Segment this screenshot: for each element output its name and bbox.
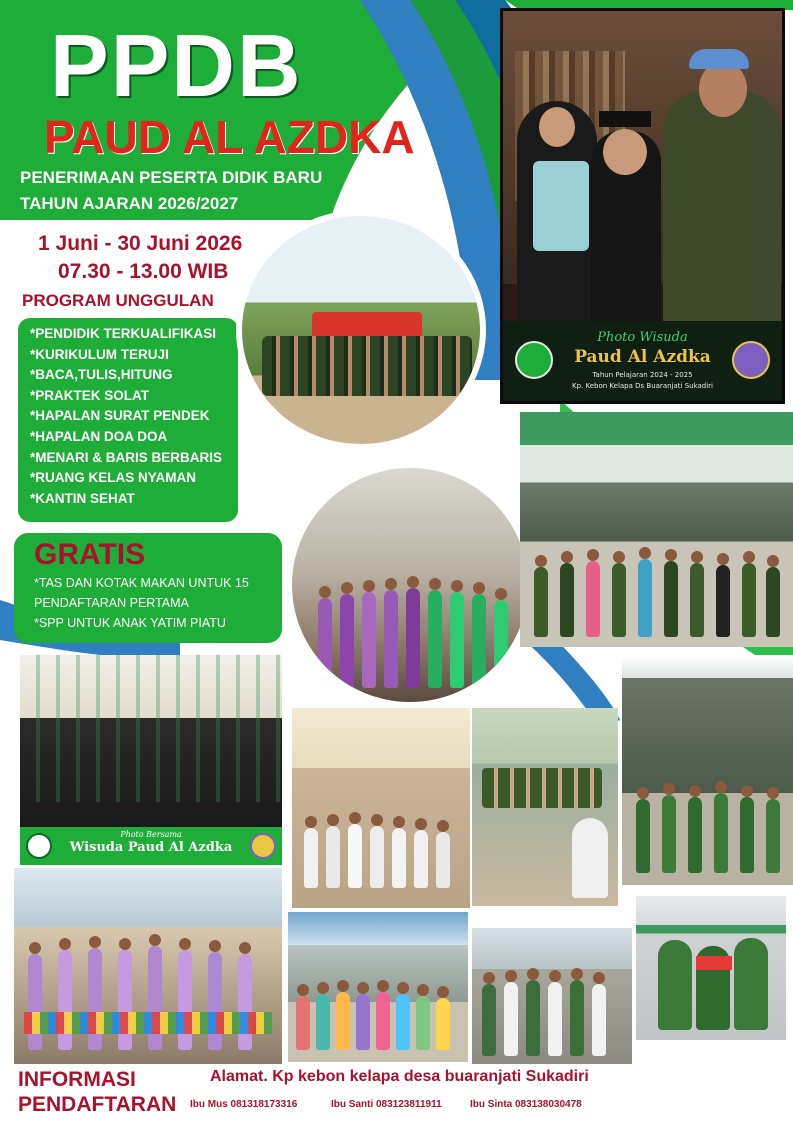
class-photo-script: Photo Bersama <box>120 830 182 839</box>
photo-uniform-kids <box>472 928 632 1064</box>
program-item: *PRAKTEK SOLAT <box>30 387 150 403</box>
graduation-photo-name: Paud Al Azdka <box>574 347 711 367</box>
schedule-dates: 1 Juni - 30 Juni 2026 <box>38 232 243 255</box>
program-item: *HAPALAN SURAT PENDEK <box>30 408 210 424</box>
photo-outdoor-training <box>472 708 618 906</box>
photo-school-group <box>288 912 468 1062</box>
class-photo-name: Wisuda Paud Al Azdka <box>69 840 233 855</box>
footer-info-line-1: INFORMASI <box>18 1068 136 1091</box>
graduation-photo-address: Kp. Kebon Kelapa Ds Buaranjati Sukadiri <box>571 382 713 390</box>
graduation-photo <box>500 8 785 404</box>
program-item: *KANTIN SEHAT <box>30 490 135 506</box>
program-item: *RUANG KELAS NYAMAN <box>30 470 197 486</box>
schedule-hours: 07.30 - 13.00 WIB <box>58 260 229 283</box>
graduation-photo-year: Tahun Pelajaran 2024 - 2025 <box>592 371 693 379</box>
circle-photo-fire-truck <box>236 210 486 450</box>
photo-class-graduation <box>20 655 282 865</box>
photo-three-kids <box>636 896 786 1040</box>
program-item: *MENARI & BARIS BERBARIS <box>30 449 223 465</box>
gratis-box <box>14 533 282 643</box>
gratis-item-1a: *TAS DAN KOTAK MAKAN UNTUK 15 <box>34 576 249 590</box>
photo-dance-group <box>14 868 282 1064</box>
program-list-box <box>18 318 238 522</box>
footer-info-line-2: PENDAFTARAN <box>18 1093 177 1116</box>
program-item: *HAPALAN DOA DOA <box>30 428 168 444</box>
photo-army-vehicle-kids <box>622 655 793 885</box>
footer-contact-2: Ibu Santi 083123811911 <box>331 1099 442 1110</box>
program-heading: PROGRAM UNGGULAN <box>22 291 214 310</box>
footer-address: Alamat. Kp kebon kelapa desa buaranjati Sukadiri <box>210 1068 589 1085</box>
header-line-1: PENERIMAAN PESERTA DIDIK BARU <box>20 168 323 187</box>
photo-army-vehicle-group <box>520 412 793 647</box>
gratis-item-1b: PENDAFTARAN PERTAMA <box>34 596 189 610</box>
program-item: *PENDIDIK TERKUALIFIKASI <box>30 326 217 341</box>
circle-photo-dancers <box>286 462 534 708</box>
photo-classroom-activity <box>292 708 470 908</box>
footer-contact-3: Ibu Sinta 083138030478 <box>470 1099 582 1110</box>
footer-contact-1: Ibu Mus 081318173316 <box>190 1099 298 1110</box>
graduation-photo-script: Photo Wisuda <box>597 330 688 345</box>
program-item: *BACA,TULIS,HITUNG <box>30 367 173 383</box>
header-line-2: TAHUN AJARAN 2026/2027 <box>20 194 239 213</box>
school-name: PAUD AL AZDKA <box>44 111 415 163</box>
gratis-item-2: *SPP UNTUK ANAK YATIM PIATU <box>34 616 226 630</box>
program-item: *KURIKULUM TERUJI <box>30 346 169 362</box>
gratis-heading: GRATIS <box>34 538 146 571</box>
page-title: PPDB <box>50 16 303 115</box>
